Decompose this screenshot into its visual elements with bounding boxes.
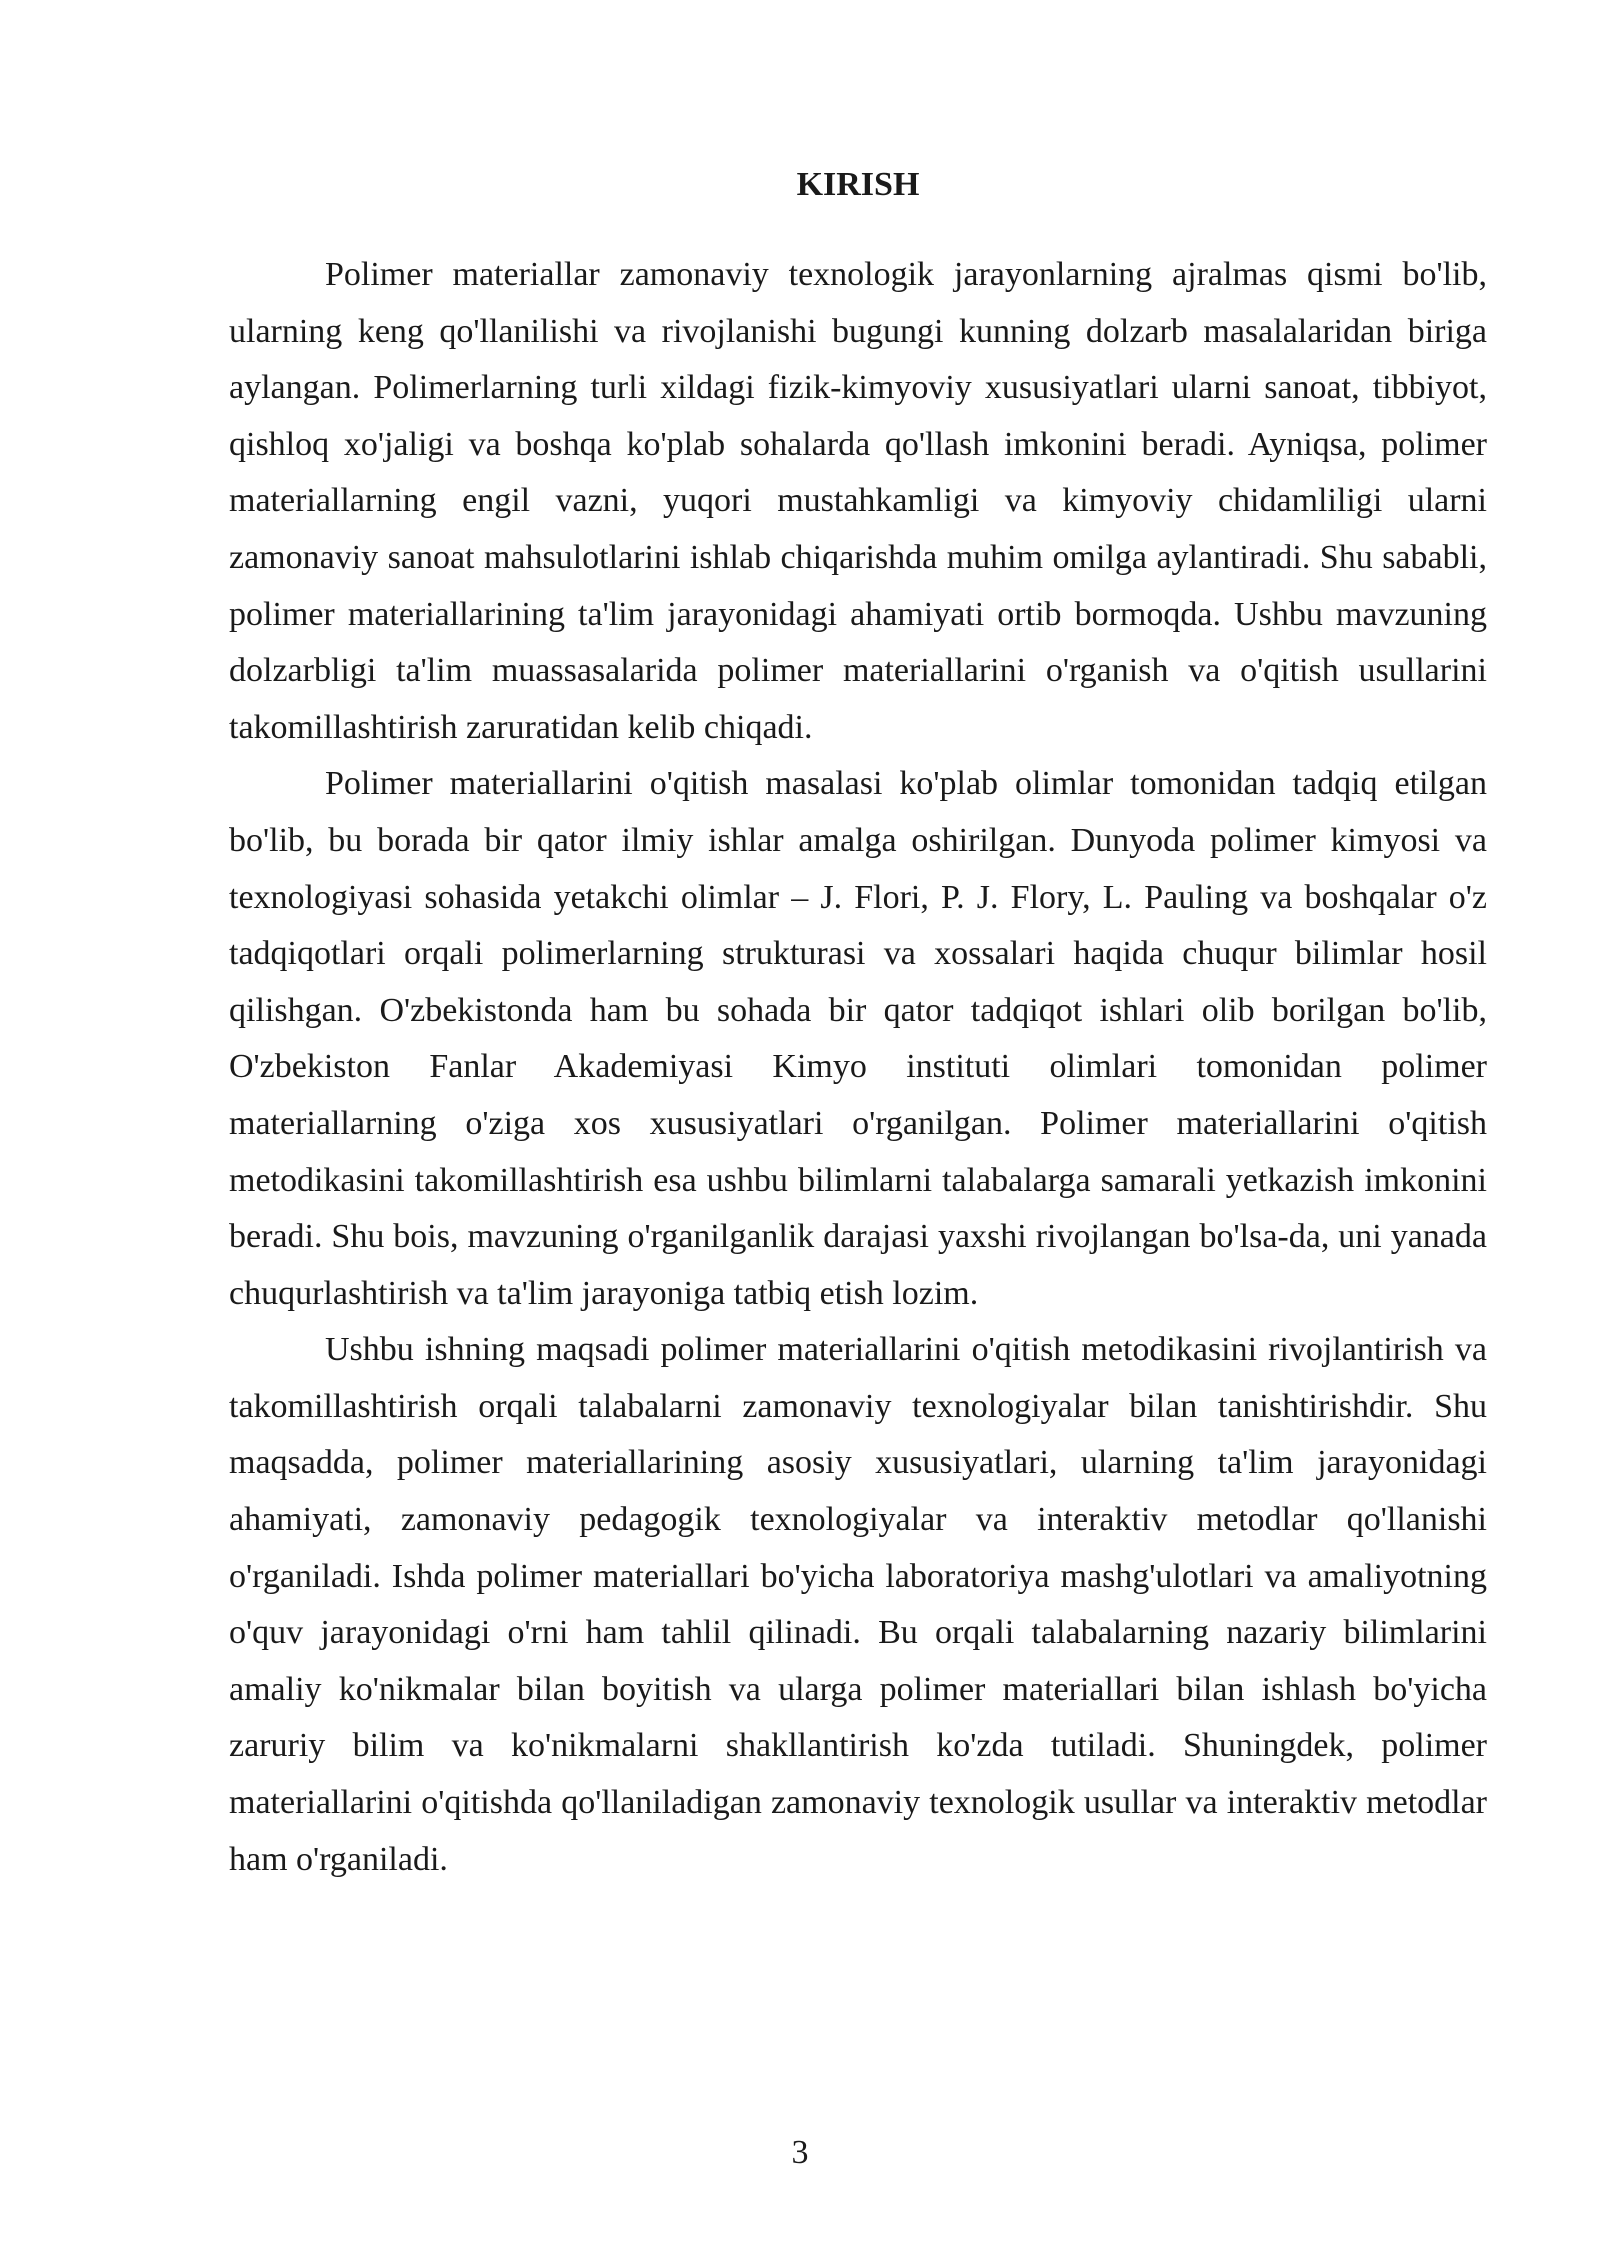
page-content bbox=[229, 165, 1487, 1888]
section-title: KIRISH bbox=[796, 166, 920, 203]
page-number: 3 bbox=[791, 2134, 809, 2171]
paragraph-2: Polimer materiallarini o'qitish masalasi ko'plab olimlar tomonidan tadqiq etilgan bo'lib, bu borada bir qator ilmiy ishlar amalga oshirilgan. Dunyoda polimer kimyosi va texnologiyasi sohasida yetakchi olimlar – J. Flori, P. J. Flory, L. Pauling va boshqalar o'z tadqiqotlari orqali polimerlarning strukturasi va xossalari haqida chuqur bilimlar hosil qilishgan. O'zbekistonda ham bu sohada bir qator tadqiqot ishlari olib borilgan bo'lib, O'zbekiston Fanlar Akademiyasi Kimyo instituti olimlari tomonidan polimer materiallarning o'ziga xos xususiyatlari o'rganilgan. Polimer materiallarini o'qitish metodikasini takomillashtirish esa ushbu bilimlarni talabalarga samarali yetkazish imkonini beradi. Shu bois, mavzuning o'rganilganlik darajasi yaxshi rivojlangan bo'lsa-da, uni yanada chuqurlashtirish va ta'lim jarayoniga tatbiq etish lozim. bbox=[229, 765, 1487, 1312]
paragraph-1: Polimer materiallar zamonaviy texnologik jarayonlarning ajralmas qismi bo'lib, ularning keng qo'llanilishi va rivojlanishi bugungi kunning dolzarb masalalaridan biriga aylangan. Polimerlarning turli xildagi fizik-kimyoviy xususiyatlari ularni sanoat, tibbiyot, qishloq xo'jaligi va boshqa ko'plab sohalarda qo'llash imkonini beradi. Ayniqsa, polimer materiallarning engil vazni, yuqori mustahkamligi va kimyoviy chidamliligi ularni zamonaviy sanoat mahsulotlarini ishlab chiqarishda muhim omilga aylantiradi. Shu sababli, polimer materiallarining ta'lim jarayonidagi ahamiyati ortib bormoqda. Ushbu mavzuning dolzarbligi ta'lim muassasalarida polimer materiallarini o'rganish va o'qitish usullarini takomillashtirish zaruratidan kelib chiqadi. bbox=[229, 256, 1487, 746]
paragraph-3: Ushbu ishning maqsadi polimer materiallarini o'qitish metodikasini rivojlantirish va takomillashtirish orqali talabalarni zamonaviy texnologiyalar bilan tanishtirishdir. Shu maqsadda, polimer materiallarining asosiy xususiyatlari, ularning ta'lim jarayonidagi ahamiyati, zamonaviy pedagogik texnologiyalar va interaktiv metodlar qo'llanishi o'rganiladi. Ishda polimer materiallari bo'yicha laboratoriya mashg'ulotlari va amaliyotning o'quv jarayonidagi o'rni ham tahlil qilinadi. Bu orqali talabalarning nazariy bilimlarini amaliy ko'nikmalar bilan boyitish va ularga polimer materiallari bilan ishlash bo'yicha zaruriy bilim va ko'nikmalarni shakllantirish ko'zda tutiladi. Shuningdek, polimer materiallarini o'qitishda qo'llaniladigan zamonaviy texnologik usullar va interaktiv metodlar ham o'rganiladi. bbox=[229, 1331, 1487, 1878]
